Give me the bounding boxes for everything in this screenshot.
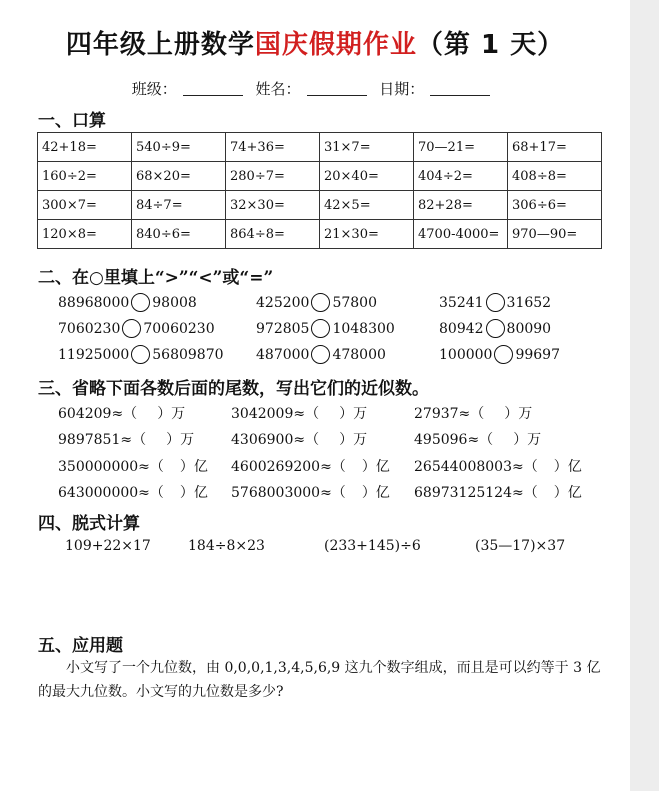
compare-item <box>58 319 215 338</box>
table-cell: 70—21= <box>414 133 508 162</box>
compare-item <box>256 293 377 312</box>
answer-circle[interactable] <box>311 345 330 364</box>
approx-item[interactable] <box>231 482 390 502</box>
compare-right: 70060230 <box>143 320 215 337</box>
student-info-row <box>0 78 630 99</box>
table-row <box>38 162 602 191</box>
compare-right: 478000 <box>332 346 386 363</box>
compare-left: 487000 <box>256 346 310 363</box>
approx-item[interactable] <box>414 456 582 476</box>
compare-right: 80090 <box>506 320 552 337</box>
section-oral-heading: 一、口算 <box>38 111 106 131</box>
compare-left: 972805 <box>256 320 310 337</box>
table-cell: 306÷6= <box>508 191 602 220</box>
title-tail: （第 1 天） <box>416 30 565 60</box>
approx-number: 68973125124≈（ <box>414 485 538 501</box>
approx-unit: ）万 <box>157 406 186 422</box>
approx-item[interactable] <box>231 429 367 449</box>
compare-item <box>58 345 224 364</box>
approx-item[interactable] <box>58 456 208 476</box>
compare-item <box>439 345 560 364</box>
compare-right: 56809870 <box>152 346 224 363</box>
approx-number: 4600269200≈（ <box>231 459 346 475</box>
section-apply-heading: 五、应用题 <box>38 636 123 656</box>
name-blank[interactable] <box>307 81 367 96</box>
answer-circle[interactable] <box>131 345 150 364</box>
table-cell: 21×30= <box>320 220 414 249</box>
compare-right: 57800 <box>332 294 377 311</box>
approx-item[interactable] <box>58 403 185 423</box>
approx-number: 350000000≈（ <box>58 459 164 475</box>
approx-unit: ）亿 <box>553 485 582 501</box>
approx-item[interactable] <box>58 429 194 449</box>
table-cell: 82+28= <box>414 191 508 220</box>
approx-unit: ）亿 <box>361 485 390 501</box>
name-label: 姓名： <box>255 80 301 98</box>
approx-unit: ）万 <box>339 432 368 448</box>
approx-item[interactable] <box>414 429 541 449</box>
table-cell: 42+18= <box>38 133 132 162</box>
compare-left: 88968000 <box>58 294 130 311</box>
approx-number: 9897851≈（ <box>58 432 147 448</box>
compare-item <box>256 345 386 364</box>
compare-left: 11925000 <box>58 346 130 363</box>
table-cell: 280÷7= <box>226 162 320 191</box>
calc-expression: (233+145)÷6 <box>324 538 421 554</box>
approx-unit: ）亿 <box>179 459 208 475</box>
table-row <box>38 220 602 249</box>
approx-unit: ）亿 <box>179 485 208 501</box>
answer-circle[interactable] <box>122 319 141 338</box>
date-label: 日期： <box>379 80 425 98</box>
answer-circle[interactable] <box>131 293 150 312</box>
title-main: 四年级上册数学 <box>65 30 255 60</box>
calc-expression: (35—17)×37 <box>475 538 566 554</box>
approx-number: 3042009≈（ <box>231 406 320 422</box>
approx-item[interactable] <box>414 403 532 423</box>
table-cell: 20×40= <box>320 162 414 191</box>
table-cell: 74+36= <box>226 133 320 162</box>
table-cell: 32×30= <box>226 191 320 220</box>
table-cell: 404÷2= <box>414 162 508 191</box>
table-cell: 68×20= <box>132 162 226 191</box>
table-cell: 970—90= <box>508 220 602 249</box>
compare-right: 1048300 <box>332 320 395 337</box>
class-blank[interactable] <box>183 81 243 96</box>
approx-unit: ）万 <box>513 432 542 448</box>
answer-circle[interactable] <box>494 345 513 364</box>
compare-item <box>256 319 395 338</box>
compare-left: 7060230 <box>58 320 121 337</box>
calc-expression: 184÷8×23 <box>188 538 265 554</box>
approx-item[interactable] <box>231 456 390 476</box>
compare-item <box>439 319 551 338</box>
compare-item <box>439 293 551 312</box>
section-compare-heading: 二、在○里填上“>”“<”或“=” <box>38 268 274 288</box>
calc-expression: 109+22×17 <box>65 538 151 554</box>
approx-unit: ）万 <box>504 406 533 422</box>
table-row <box>38 133 602 162</box>
oral-calc-table <box>37 132 602 249</box>
table-cell: 864÷8= <box>226 220 320 249</box>
approx-item[interactable] <box>58 482 208 502</box>
approx-item[interactable] <box>414 482 582 502</box>
title-highlight: 国庆假期作业 <box>254 30 417 60</box>
table-cell: 120×8= <box>38 220 132 249</box>
approx-unit: ）万 <box>166 432 195 448</box>
class-label: 班级： <box>131 80 177 98</box>
compare-left: 100000 <box>439 346 493 363</box>
answer-circle[interactable] <box>486 319 505 338</box>
approx-unit: ）亿 <box>553 459 582 475</box>
table-cell: 540÷9= <box>132 133 226 162</box>
answer-circle[interactable] <box>311 293 330 312</box>
approx-number: 495096≈（ <box>414 432 494 448</box>
approx-number: 5768003000≈（ <box>231 485 346 501</box>
approx-number: 643000000≈（ <box>58 485 164 501</box>
table-cell: 840÷6= <box>132 220 226 249</box>
section-calc-heading: 四、脱式计算 <box>38 514 140 534</box>
date-blank[interactable] <box>430 81 490 96</box>
approx-number: 4306900≈（ <box>231 432 320 448</box>
table-cell: 84÷7= <box>132 191 226 220</box>
page-title <box>0 24 630 61</box>
approx-unit: ）亿 <box>361 459 390 475</box>
compare-right: 98008 <box>152 294 197 311</box>
approx-item[interactable] <box>231 403 367 423</box>
approx-number: 604209≈（ <box>58 406 138 422</box>
table-cell: 408÷8= <box>508 162 602 191</box>
compare-left: 80942 <box>439 320 484 337</box>
approx-number: 27937≈（ <box>414 406 485 422</box>
table-cell: 4700-4000= <box>414 220 508 249</box>
compare-right: 99697 <box>515 346 560 363</box>
section-approx-heading: 三、省略下面各数后面的尾数，写出它们的近似数。 <box>38 379 429 399</box>
table-cell: 160÷2= <box>38 162 132 191</box>
compare-left: 425200 <box>256 294 310 311</box>
approx-number: 26544008003≈（ <box>414 459 538 475</box>
compare-item <box>58 293 197 312</box>
answer-circle[interactable] <box>311 319 330 338</box>
table-row <box>38 191 602 220</box>
word-problem-text: 小文写了一个九位数，由 0,0,0,1,3,4,5,6,9 这九个数字组成，而且是可以约等于 3 亿的最大九位数。小文写的九位数是多少? <box>38 660 601 700</box>
table-cell: 300×7= <box>38 191 132 220</box>
table-cell: 31×7= <box>320 133 414 162</box>
approx-unit: ）万 <box>339 406 368 422</box>
answer-circle[interactable] <box>486 293 505 312</box>
compare-right: 31652 <box>506 294 552 311</box>
table-cell: 42×5= <box>320 191 414 220</box>
table-cell: 68+17= <box>508 133 602 162</box>
compare-left: 35241 <box>439 294 484 311</box>
